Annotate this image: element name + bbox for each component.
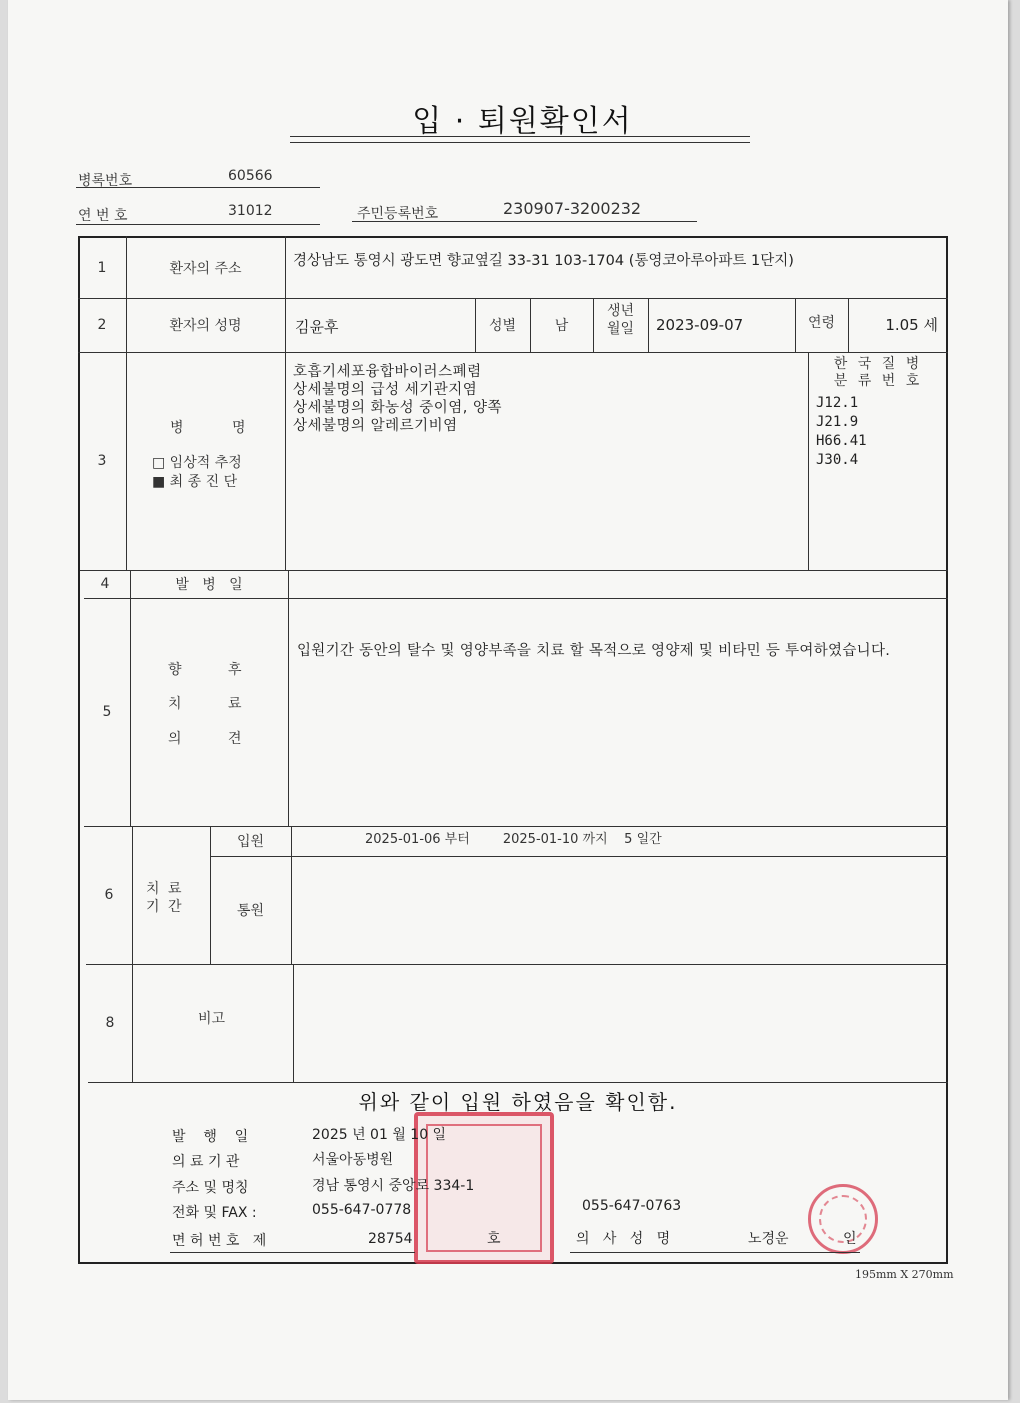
kcd-header-line2: 분 류 번 호 (833, 373, 923, 389)
outpatient-label: 통원 (236, 903, 265, 919)
paper-size-note: 195mm X 270mm (855, 1268, 954, 1281)
confirmation-statement: 위와 같이 입원 하였음을 확인함. (358, 1090, 678, 1114)
row-number: 1 (97, 260, 107, 276)
row-number: 5 (102, 704, 112, 720)
age-value: 1.05 세 (885, 316, 938, 334)
sex-label: 성별 (488, 318, 517, 334)
name-label: 환자의 성명 (169, 318, 242, 334)
license-suffix: 호 (487, 1231, 501, 1247)
opinion-label-b2: 료 (228, 696, 242, 712)
kcd-code: J21.9 (816, 414, 859, 430)
opinion-label-c1: 의 (168, 731, 182, 747)
doctor-name-label: 의 사 성 명 (576, 1231, 671, 1247)
treatment-opinion: 입원기간 동안의 탈수 및 영양부족을 치료 할 목적으로 영양제 및 비타민 등 투여하였습니다. (297, 643, 891, 659)
title-underline-2 (290, 142, 750, 143)
sex-value: 남 (554, 318, 569, 334)
patient-name: 김윤후 (295, 318, 339, 336)
fax-number: 055-647-0763 (582, 1198, 682, 1214)
col-divider (808, 352, 809, 570)
diagnosis-label-2: 명 (232, 420, 246, 436)
record-number-value: 60566 (228, 168, 273, 184)
row-number: 3 (97, 453, 107, 469)
row-divider (86, 964, 948, 965)
kcd-code: J12.1 (816, 395, 859, 411)
col-divider (848, 298, 849, 352)
diagnosis-list (293, 363, 502, 435)
kcd-code: J30.4 (816, 452, 859, 468)
final-diagnosis-option: ■ 최 종 진 단 (152, 474, 238, 490)
dob-label-line2: 월일 (606, 321, 635, 337)
issue-date-value: 2025 년 01 월 10 일 (312, 1127, 447, 1143)
row-divider (210, 856, 948, 857)
resident-number-underline (352, 221, 697, 222)
serial-number-label: 연 번 호 (78, 208, 128, 224)
clinical-estimate-option: □ 임상적 추정 (152, 455, 242, 471)
row-number: 8 (105, 1015, 115, 1031)
diagnosis-item: 상세불명의 알레르기비염 (293, 418, 458, 434)
period-label-line2: 기 간 (146, 899, 184, 915)
resident-number-label: 주민등록번호 (357, 206, 439, 222)
inpatient-period: 2025-01-06 부터 2025-01-10 까지 5 일간 (365, 832, 662, 847)
address-name-label: 주소 및 명칭 (172, 1180, 249, 1196)
inpatient-label: 입원 (236, 834, 265, 850)
diagnosis-label-1: 병 (170, 420, 184, 436)
kcd-code-header (818, 356, 938, 390)
license-number: 28754 (368, 1231, 413, 1247)
row-divider (78, 352, 948, 353)
onset-date-label: 발 병 일 (175, 577, 243, 593)
issue-date-label: 발 행 일 (172, 1129, 249, 1145)
row-number: 6 (104, 887, 114, 903)
address-label: 환자의 주소 (169, 261, 242, 277)
age-label: 연령 (807, 315, 836, 331)
col-divider (648, 298, 649, 352)
col-divider (132, 826, 133, 1082)
serial-number-underline (76, 224, 320, 225)
col-divider (291, 826, 292, 964)
seal-mark: 인 (843, 1231, 857, 1247)
institution-address: 경남 통영시 중앙로 334-1 (312, 1178, 475, 1194)
opinion-label-a2: 후 (228, 662, 242, 678)
treatment-period-label (146, 880, 184, 916)
dob-label (593, 302, 648, 338)
license-number-label: 면 허 번 호 제 (172, 1233, 267, 1249)
institution-label: 의 료 기 관 (172, 1154, 240, 1170)
record-number-underline (76, 187, 320, 188)
doctor-name: 노경운 (748, 1231, 789, 1247)
title-underline (290, 136, 750, 137)
phone-number: 055-647-0778 (312, 1202, 412, 1218)
signature-underline (570, 1252, 860, 1253)
opinion-label-c2: 견 (228, 731, 242, 747)
resident-number-value: 230907-3200232 (503, 199, 642, 218)
address-value: 경상남도 통영시 광도면 향교옆길 33-31 103-1704 (통영코아루아파트 1단지) (293, 253, 794, 269)
col-divider (288, 570, 289, 826)
period-label-line1: 치 료 (146, 881, 184, 897)
institution-value: 서울아동병원 (312, 1152, 394, 1168)
diagnosis-item: 호흡기세포융합바이러스폐렴 (293, 364, 482, 380)
document-title: 입 · 퇴원확인서 (412, 104, 633, 139)
signature-underline (170, 1252, 415, 1253)
row-number: 2 (97, 317, 107, 333)
phone-fax-label: 전화 및 FAX : (172, 1205, 257, 1221)
row-divider (84, 598, 948, 599)
col-divider (285, 236, 286, 570)
opinion-label-a1: 향 (168, 662, 182, 678)
diagnosis-item: 상세불명의 화농성 중이염, 양쪽 (293, 400, 503, 416)
kcd-header-line1: 한 국 질 병 (833, 356, 923, 372)
col-divider (130, 570, 131, 826)
opinion-label-b1: 치 (168, 696, 182, 712)
kcd-code: H66.41 (816, 433, 867, 449)
serial-number-value: 31012 (228, 203, 273, 219)
remarks-label: 비고 (198, 1011, 226, 1027)
kcd-code-list (816, 394, 867, 470)
dob-value: 2023-09-07 (656, 316, 744, 334)
row-number: 4 (100, 576, 110, 592)
col-divider (293, 964, 294, 1082)
record-number-label: 병록번호 (78, 173, 133, 189)
dob-label-line1: 생년 (606, 303, 635, 319)
diagnosis-item: 상세불명의 급성 세기관지염 (293, 382, 478, 398)
